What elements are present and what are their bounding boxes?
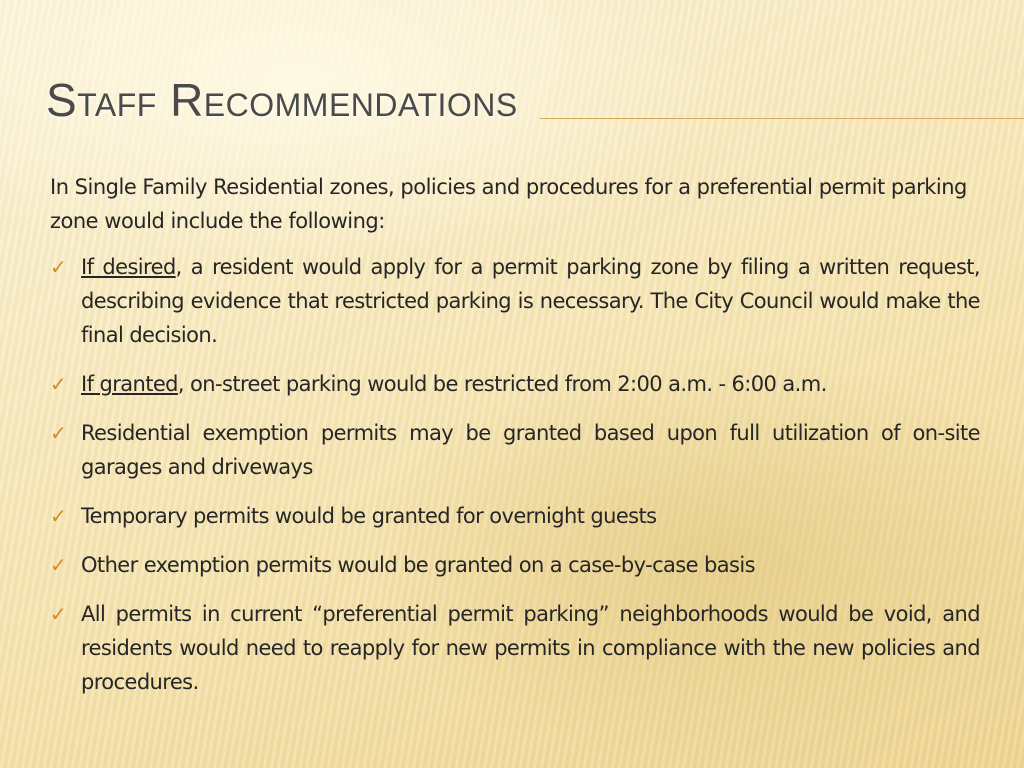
bullet-text: Other exemption permits would be granted on a case-by-case basis <box>81 553 755 577</box>
bullet-text: Temporary permits would be granted for overnight guests <box>81 504 657 528</box>
bullet-list <box>50 250 980 699</box>
slide-title: Staff Recommendations <box>46 74 518 126</box>
checkmark-icon: ✓ <box>50 602 67 626</box>
title-divider <box>540 118 1024 119</box>
bullet-lead: If granted <box>81 372 178 396</box>
bullet-item <box>50 597 980 699</box>
checkmark-icon: ✓ <box>50 255 67 279</box>
bullet-text: All permits in current “preferential permit parking” neighborhoods would be void, and residents would need to reapply for new permits in compliance with the new policies and procedures. <box>81 602 980 694</box>
bullet-item <box>50 548 980 582</box>
bullet-item <box>50 250 980 352</box>
bullet-text: Residential exemption permits may be granted based upon full utilization of on-site garages and driveways <box>81 421 980 479</box>
checkmark-icon: ✓ <box>50 421 67 445</box>
bullet-text: , a resident would apply for a permit parking zone by filing a written request, describing evidence that restricted parking is necessary. The City Council would make the final decision. <box>81 255 980 347</box>
checkmark-icon: ✓ <box>50 553 67 577</box>
intro-paragraph: In Single Family Residential zones, policies and procedures for a preferential permit parking zone would include the following: <box>50 175 967 233</box>
bullet-text: , on-street parking would be restricted from 2:00 a.m. - 6:00 a.m. <box>177 372 827 396</box>
bullet-item <box>50 416 980 484</box>
checkmark-icon: ✓ <box>50 372 67 396</box>
bullet-item <box>50 499 980 533</box>
bullet-item <box>50 367 980 401</box>
checkmark-icon: ✓ <box>50 504 67 528</box>
slide-body <box>50 170 980 714</box>
bullet-lead: If desired <box>81 255 176 279</box>
